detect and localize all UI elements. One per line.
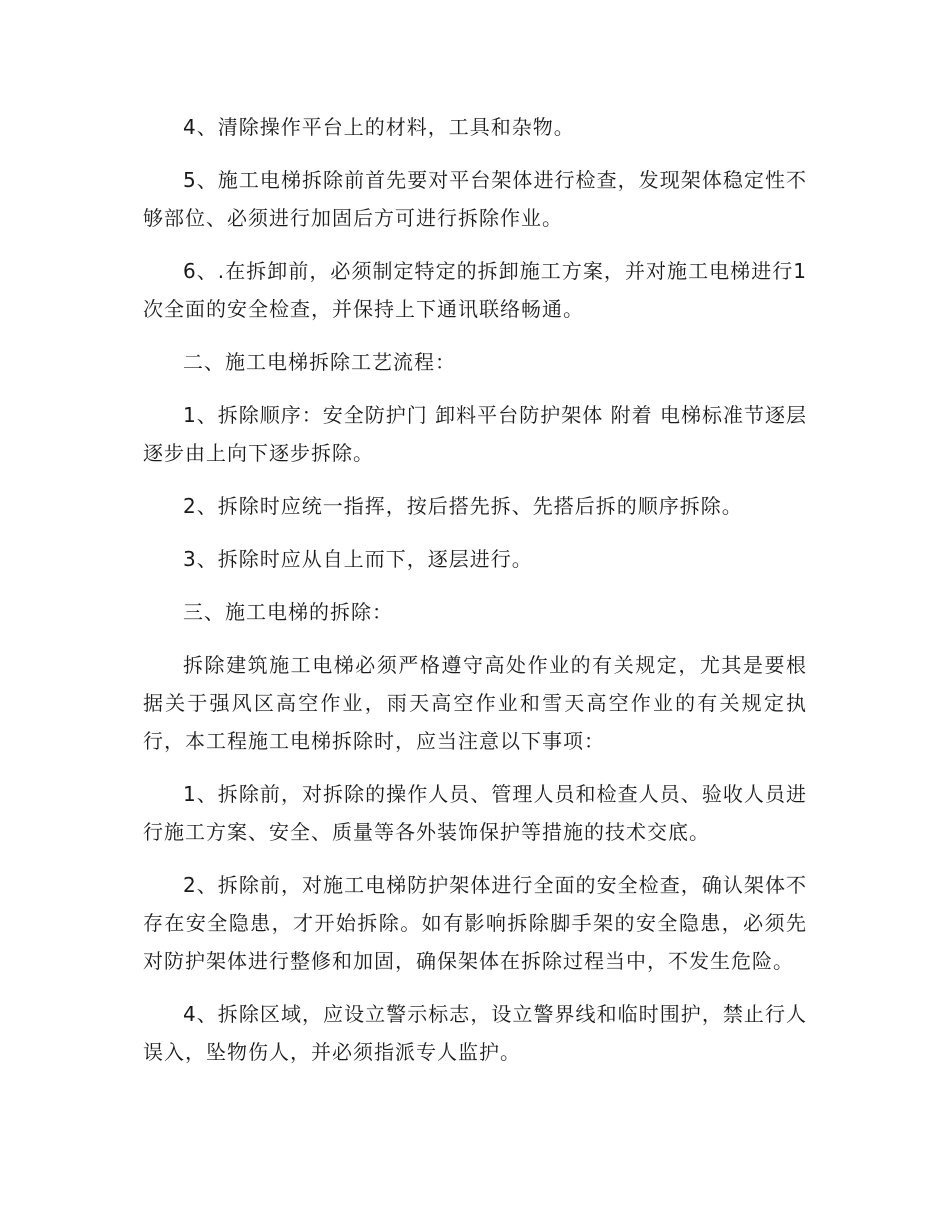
paragraph-regulations-intro: 拆除建筑施工电梯必须严格遵守高处作业的有关规定，尤其是要根据关于强风区高空作业，雨天高空作业和雪天高空作业的有关规定执行，本工程施工电梯拆除时，应当注意以下事项：: [143, 653, 807, 753]
section-heading-process-flow: 二、施工电梯拆除工艺流程：: [183, 350, 456, 374]
paragraph-item-4-warning-zone: 4、拆除区域，应设立警示标志，设立警界线和临时围护，禁止行人误入，坠物伤人，并必须指派专人监护。: [143, 1002, 807, 1064]
paragraph-item-5-inspect-frame: 5、施工电梯拆除前首先要对平台架体进行检查，发现架体稳定性不够部位、必须进行加固后方可进行拆除作业。: [143, 168, 807, 230]
paragraph-item-2-safety-check: 2、拆除前，对施工电梯防护架体进行全面的安全检查，确认架体不存在安全隐患，才开始拆除。如有影响拆除脚手架的安全隐患，必须先对防护架体进行整修和加固，确保架体在拆除过程当中，不发生危险。: [143, 873, 807, 973]
paragraph-item-2-unified-command: 2、拆除时应统一指挥，按后搭先拆、先搭后拆的顺序拆除。: [183, 494, 743, 518]
paragraph-item-4-clear-platform: 4、清除操作平台上的材料，工具和杂物。: [183, 115, 575, 139]
paragraph-item-1-dismantle-order: 1、拆除顺序：安全防护门 卸料平台防护架体 附着 电梯标准节逐层逐步由上向下逐步拆除。: [143, 403, 807, 465]
section-heading-elevator-dismantling: 三、施工电梯的拆除：: [183, 600, 393, 624]
paragraph-item-3-top-down: 3、拆除时应从自上而下，逐层进行。: [183, 547, 533, 571]
paragraph-item-6-dismantle-plan: 6、.在拆卸前，必须制定特定的拆卸施工方案，并对施工电梯进行1次全面的安全检查，并保持上下通讯联络畅通。: [143, 259, 807, 321]
document-body: [143, 108, 807, 1086]
paragraph-item-1-technical-briefing: 1、拆除前，对拆除的操作人员、管理人员和检查人员、验收人员进行施工方案、安全、质量等各外装饰保护等措施的技术交底。: [143, 782, 807, 844]
